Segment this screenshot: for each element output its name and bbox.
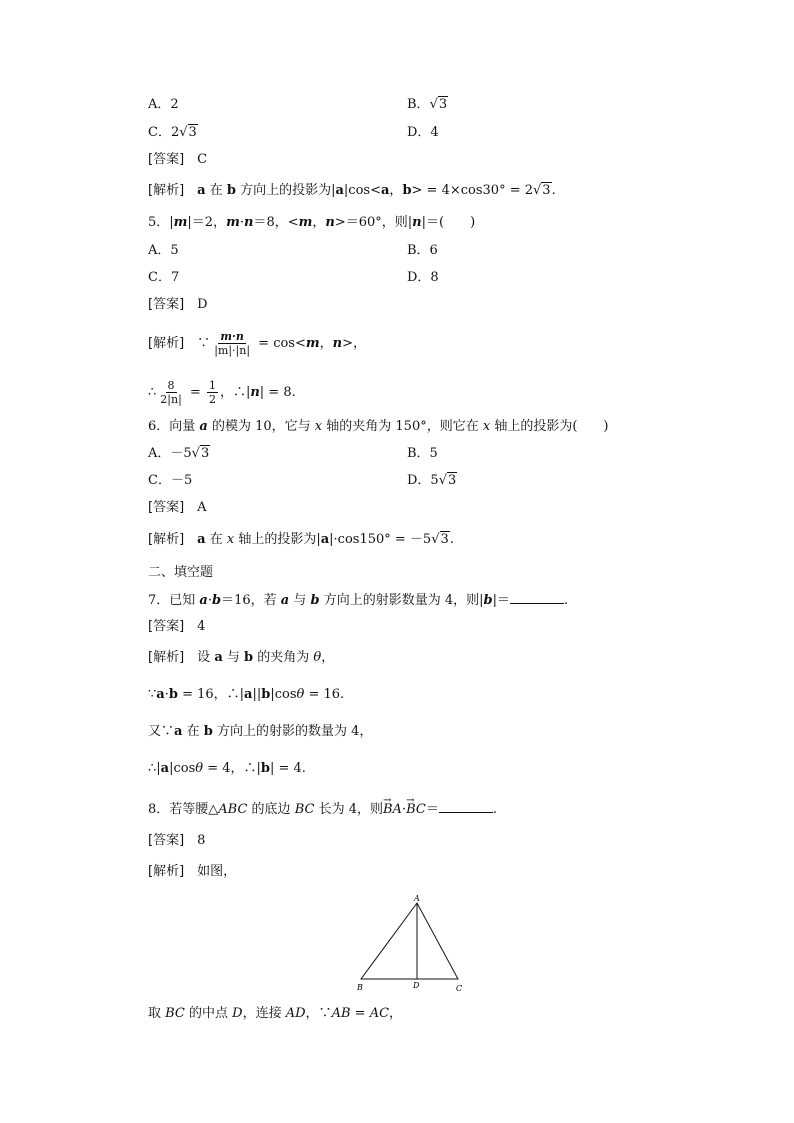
q5-option-d: D．8 xyxy=(407,270,439,285)
q4-analysis: [解析] a 在 b 方向上的投影为|a|cos<a，b> = 4×cos30° = 2√3. xyxy=(148,183,556,198)
q5-answer: [答案] D xyxy=(148,297,208,312)
q4-option-a: A．2 xyxy=(148,97,179,112)
q4-option-b: B．√3 xyxy=(407,97,448,112)
q8-analysis-last: 取 BC 的中点 D，连接 AD，∵AB = AC， xyxy=(148,1006,403,1021)
triangle-abc-outline xyxy=(361,903,458,979)
q7-analysis-line4: ∴|a|cosθ = 4，∴|b| = 4. xyxy=(148,761,306,776)
q6-stem: 6．向量 a 的模为 10，它与 x 轴的夹角为 150°，则它在 x 轴上的投影为( ) xyxy=(148,419,609,434)
q7-stem: 7．已知 a·b＝16，若 a 与 b 方向上的射影数量为 4，则|b|＝ . xyxy=(148,593,569,608)
q5-option-a: A．5 xyxy=(148,243,179,258)
q5-option-c: C．7 xyxy=(148,270,180,285)
q7-answer: [答案] 4 xyxy=(148,619,206,634)
q8-answer: [答案] 8 xyxy=(148,833,206,848)
isosceles-triangle-figure xyxy=(355,895,475,995)
q7-answer-blank xyxy=(510,591,564,604)
q6-option-c: C．－5 xyxy=(148,473,193,488)
q5-analysis-line2: ∴ $\frac{8}{2|n|}$ = $\frac{1}{2}$ ，∴|n| = 8. xyxy=(148,379,296,406)
q5-option-b: B．6 xyxy=(407,243,438,258)
label-c: C xyxy=(456,984,463,993)
q6-answer: [答案] A xyxy=(148,500,207,515)
q8-analysis: [解析] 如图， xyxy=(148,864,237,879)
q5-analysis-line1: [解析] ∵ $\frac{m\cdot n}{|m|\cdot|n|}$ = cos<m，n>， xyxy=(148,330,367,357)
q7-analysis-line3: 又∵a 在 b 方向上的射影的数量为 4， xyxy=(148,724,373,739)
q5-stem: 5．|m|＝2，m·n＝8，<m，n>＝60°，则|n|＝( ) xyxy=(148,215,476,230)
label-b: B xyxy=(357,983,363,992)
q7-analysis-line2: ∵a·b = 16，∴|a||b|cosθ = 16. xyxy=(148,687,345,702)
label-d: D xyxy=(413,981,420,990)
q6-option-b: B．5 xyxy=(407,446,438,461)
q6-option-a: A．－5√3 xyxy=(148,446,210,461)
q4-option-c: C．2√3 xyxy=(148,125,197,140)
q7-analysis-line1: [解析] 设 a 与 b 的夹角为 θ， xyxy=(148,650,335,665)
q6-option-d: D．5√3 xyxy=(407,473,457,488)
q8-answer-blank xyxy=(439,800,493,813)
q4-answer: [答案] C xyxy=(148,152,208,167)
section-title-fill-in: 二、填空题 xyxy=(148,565,214,580)
q6-analysis: [解析] a 在 x 轴上的投影为|a|·cos150° = －5√3. xyxy=(148,532,454,547)
label-a: A xyxy=(414,895,420,903)
q8-stem: 8．若等腰△ABC 的底边 BC 长为 4，则→ BA·→ BC＝ . xyxy=(148,800,497,819)
q4-option-d: D．4 xyxy=(407,125,439,140)
